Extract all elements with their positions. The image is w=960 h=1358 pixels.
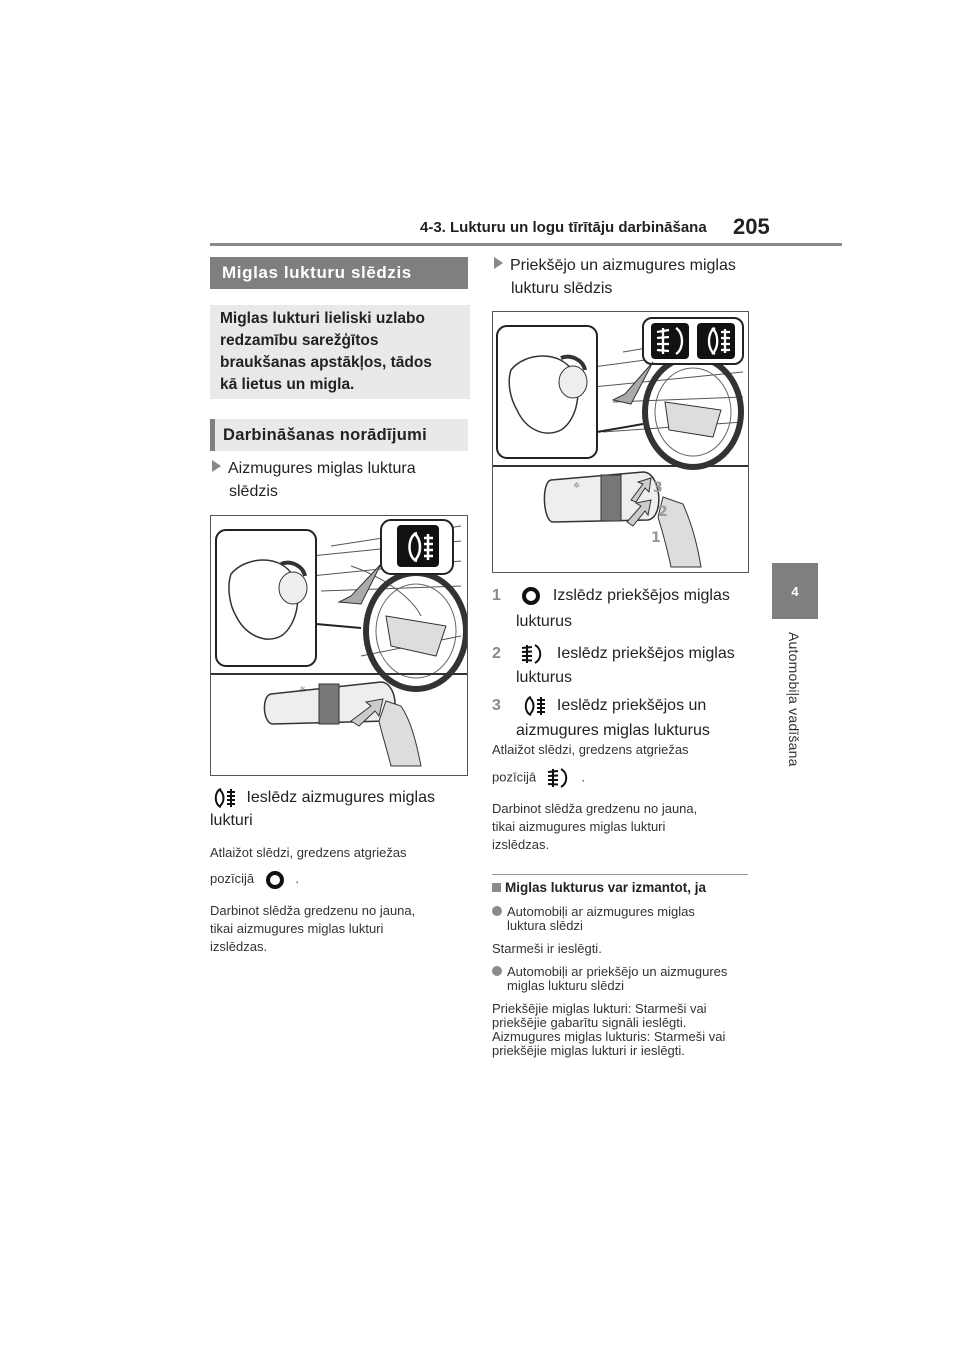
subsection-title: Darbināšanas norādījumi bbox=[210, 419, 468, 451]
front-fog-light-icon bbox=[520, 643, 546, 665]
rear-fog-switch-figure bbox=[210, 515, 468, 776]
square-bullet-icon bbox=[492, 883, 501, 892]
circle-bullet-icon bbox=[492, 966, 502, 976]
intro-line: braukšanas apstākļos, tādos bbox=[220, 354, 432, 371]
section-title: Miglas lukturu slēdzis bbox=[210, 257, 468, 289]
header-rule bbox=[210, 243, 842, 246]
right-note-2: Darbinot slēdža gredzenu no jauna, tikai aizmugures miglas lukturi izslēdzas. bbox=[492, 801, 698, 852]
intro-line: kā lietus un migla. bbox=[220, 376, 355, 393]
front-rear-fog-switch-figure bbox=[492, 311, 749, 573]
left-bullet-heading: Aizmugures miglas luktura slēdzis bbox=[212, 457, 416, 503]
figure-label-1: 1 bbox=[651, 530, 661, 546]
intro-line: redzamību sarežģītos bbox=[220, 332, 379, 349]
page-number: 205 bbox=[733, 214, 770, 239]
front-fog-light-icon bbox=[546, 767, 572, 789]
off-position-icon bbox=[264, 871, 286, 889]
triangle-bullet-icon bbox=[212, 460, 221, 472]
circle-bullet-icon bbox=[492, 906, 502, 916]
right-bullet-heading: Priekšējo un aizmugures miglas lukturu slēdzis bbox=[494, 254, 736, 300]
info-text: Starmeši ir ieslēgti. bbox=[492, 941, 602, 956]
list-item: 1 Izslēdz priekšējos miglas lukturus bbox=[492, 587, 730, 630]
info-text-block: Priekšējie miglas lukturi: Starmeši vai priekšējie gabarītu signāli ieslēgti. Aizmugures miglas lukturis: Starmeši vai priekšējie miglas lukturi ir ieslēgti. bbox=[492, 1001, 726, 1058]
intro-box bbox=[210, 305, 470, 399]
left-note-2: Darbinot slēdža gredzenu no jauna, tikai aizmugures miglas lukturi izslēdzas. bbox=[210, 903, 416, 954]
intro-line: Miglas lukturi lieliski uzlabo bbox=[220, 310, 425, 327]
rear-fog-light-icon bbox=[210, 787, 236, 809]
info-item: Automobiļi ar aizmugures miglas luktura slēdzi bbox=[492, 905, 695, 933]
info-title: Miglas lukturus var izmantot, ja bbox=[492, 880, 706, 895]
figure-label-2: 2 bbox=[658, 504, 668, 520]
figure-label-3: 3 bbox=[653, 480, 663, 496]
left-note-1: Atlaižot slēdzi, gredzens atgriežas pozīcijā . bbox=[210, 844, 407, 889]
off-position-icon bbox=[520, 587, 542, 605]
right-note-1: Atlaižot slēdzi, gredzens atgriežas pozīcijā . bbox=[492, 741, 689, 789]
triangle-bullet-icon bbox=[494, 257, 503, 269]
chapter-title: Automobiļa vadīšana bbox=[786, 632, 802, 767]
chapter-tab bbox=[772, 563, 818, 619]
running-header-title: 4-3. Lukturu un logu tīrītāju darbināšana bbox=[420, 219, 707, 236]
chapter-number: 4 bbox=[791, 583, 799, 599]
rear-fog-switch-illustration bbox=[211, 516, 467, 775]
left-caption: Ieslēdz aizmugures miglas lukturi bbox=[210, 786, 435, 832]
list-item: 3 Ieslēdz priekšējos un aizmugures miglas lukturus bbox=[492, 694, 710, 742]
list-item: 2 Ieslēdz priekšējos miglas lukturus bbox=[492, 642, 735, 689]
svg-text:☼: ☼ bbox=[573, 481, 581, 490]
front-rear-fog-switch-illustration bbox=[493, 312, 748, 572]
rear-fog-light-icon bbox=[520, 695, 546, 717]
info-divider bbox=[492, 874, 748, 875]
svg-text:☼: ☼ bbox=[299, 685, 307, 694]
info-item: Automobiļi ar priekšējo un aizmugures miglas lukturu slēdzi bbox=[492, 965, 727, 993]
